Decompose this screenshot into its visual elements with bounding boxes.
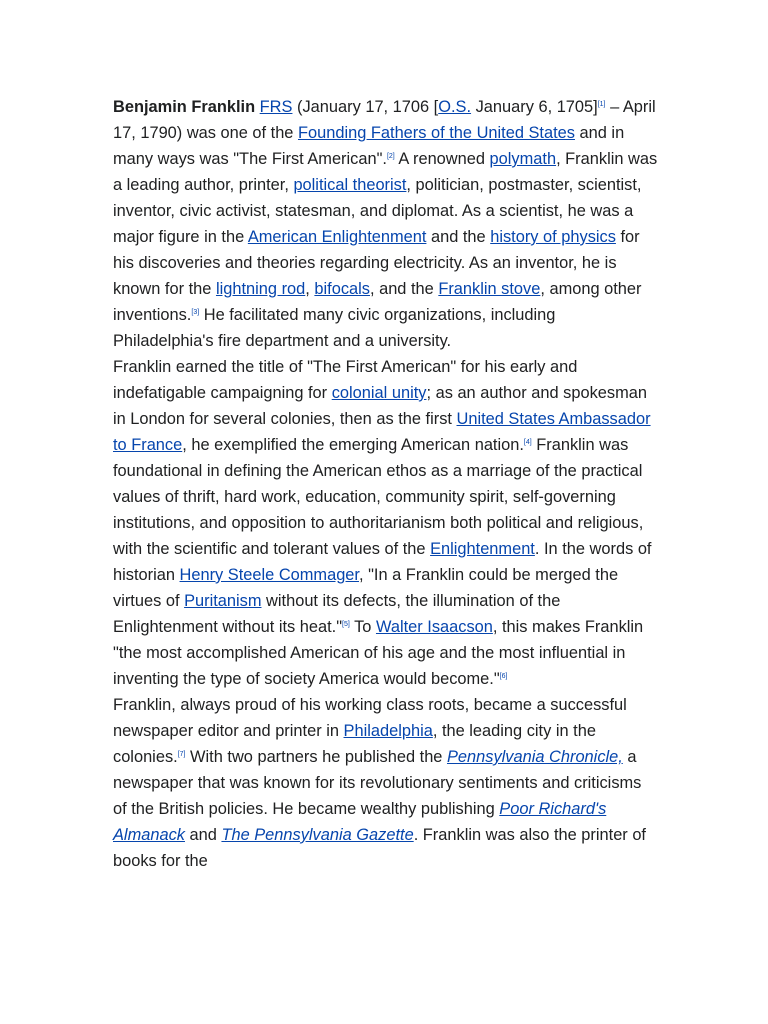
citation-ref-3[interactable]: [3] bbox=[191, 309, 200, 316]
link-american-enlightenment[interactable]: American Enlightenment bbox=[247, 228, 427, 246]
text-run: , and the bbox=[369, 280, 439, 298]
link-founding-fathers-of-the-united-states[interactable]: Founding Fathers of the United States bbox=[297, 124, 575, 142]
citation-ref-5[interactable]: [5] bbox=[342, 621, 350, 628]
link-henry-steele-commager[interactable]: Henry Steele Commager bbox=[179, 566, 359, 584]
citation-ref-6[interactable]: [6] bbox=[499, 673, 508, 680]
link-frs[interactable]: FRS bbox=[259, 98, 293, 116]
text-run: Franklin, always proud of his working class roots, became a successful newspaper editor and printer in bbox=[113, 696, 627, 740]
text-run: , he exemplified the emerging American nation. bbox=[182, 436, 524, 454]
link-puritanism[interactable]: Puritanism bbox=[184, 592, 262, 610]
link-philadelphia[interactable]: Philadelphia bbox=[343, 722, 433, 740]
text-run: A renowned bbox=[394, 150, 490, 168]
text-run: for his discoveries and theories regarding electricity. As an inventor, he is known for the bbox=[113, 228, 640, 298]
link-poor-richard-s-almanack[interactable]: Poor Richard's Almanack bbox=[113, 800, 607, 844]
text-run: , Franklin was a leading author, printer, bbox=[113, 150, 658, 194]
citation-ref-1[interactable]: [1] bbox=[597, 101, 606, 108]
text-run: Franklin was foundational in defining the American ethos as a marriage of the practical values of thrift, hard work, education, community spirit, self-governing institutions, and opposition to authoritarianism both political and religious, with the scientific and tolerant values of the bbox=[113, 436, 644, 558]
text-run: a newspaper that was known for its revolutionary sentiments and criticisms of the British policies. He became wealthy publishing bbox=[113, 748, 642, 818]
text-run: He facilitated many civic organizations, including Philadelphia's fire department and a university. bbox=[113, 306, 556, 350]
text-run: . In the words of historian bbox=[113, 540, 652, 584]
link-polymath[interactable]: polymath bbox=[489, 150, 557, 168]
text-run: . Franklin was also the printer of books for the bbox=[113, 826, 646, 870]
citation-ref-7[interactable]: [7] bbox=[177, 751, 186, 758]
paragraph-first-american bbox=[113, 354, 658, 692]
text-run: January 6, 1705] bbox=[471, 98, 598, 116]
paragraph-intro bbox=[113, 94, 658, 354]
text-run: , politician, postmaster, scientist, inventor, civic activist, statesman, and diplomat. As a scientist, he was a major figure in the bbox=[113, 176, 642, 246]
text-run: and the bbox=[426, 228, 491, 246]
text-run: With two partners he published the bbox=[185, 748, 447, 766]
link-walter-isaacson[interactable]: Walter Isaacson bbox=[375, 618, 493, 636]
text-run: To bbox=[349, 618, 376, 636]
citation-ref-2[interactable]: [2] bbox=[386, 153, 395, 160]
link-the-pennsylvania-gazette[interactable]: The Pennsylvania Gazette bbox=[221, 826, 414, 844]
text-run: Franklin earned the title of "The First American" for his early and indefatigable campaigning for bbox=[113, 358, 578, 402]
text-run: , "In a Franklin could be merged the virtues of bbox=[113, 566, 619, 610]
link-colonial-unity[interactable]: colonial unity bbox=[331, 384, 427, 402]
text-run: without its defects, the illumination of the Enlightenment without its heat." bbox=[113, 592, 561, 636]
link-united-states-ambassador-to-france[interactable]: United States Ambassador to France bbox=[113, 410, 651, 454]
text-run: (January 17, 1706 [ bbox=[292, 98, 439, 116]
link-enlightenment[interactable]: Enlightenment bbox=[430, 540, 535, 558]
link-history-of-physics[interactable]: history of physics bbox=[490, 228, 616, 246]
article-subject: Benjamin Franklin bbox=[113, 98, 256, 116]
text-run: , the leading city in the colonies. bbox=[113, 722, 596, 766]
link-bifocals[interactable]: bifocals bbox=[314, 280, 370, 298]
link-lightning-rod[interactable]: lightning rod bbox=[215, 280, 306, 298]
text-run: and bbox=[184, 826, 222, 844]
link-political-theorist[interactable]: political theorist bbox=[293, 176, 407, 194]
text-run: ; as an author and spokesman in London for several colonies, then as the first bbox=[113, 384, 647, 428]
article-body bbox=[113, 94, 658, 874]
text-run: – April 17, 1790) was one of the bbox=[113, 98, 656, 142]
text-run: , among other inventions. bbox=[113, 280, 642, 324]
text-run: , bbox=[305, 280, 315, 298]
text-run: and in many ways was "The First American". bbox=[113, 124, 625, 168]
link-o-s[interactable]: O.S. bbox=[438, 98, 472, 116]
citation-ref-4[interactable]: [4] bbox=[523, 439, 532, 446]
paragraph-printer-career bbox=[113, 692, 658, 874]
link-pennsylvania-chronicle[interactable]: Pennsylvania Chronicle, bbox=[446, 748, 623, 766]
link-franklin-stove[interactable]: Franklin stove bbox=[438, 280, 541, 298]
text-run: , this makes Franklin "the most accomplished American of his age and the most influential in inventing the type of society America would become." bbox=[113, 618, 644, 688]
